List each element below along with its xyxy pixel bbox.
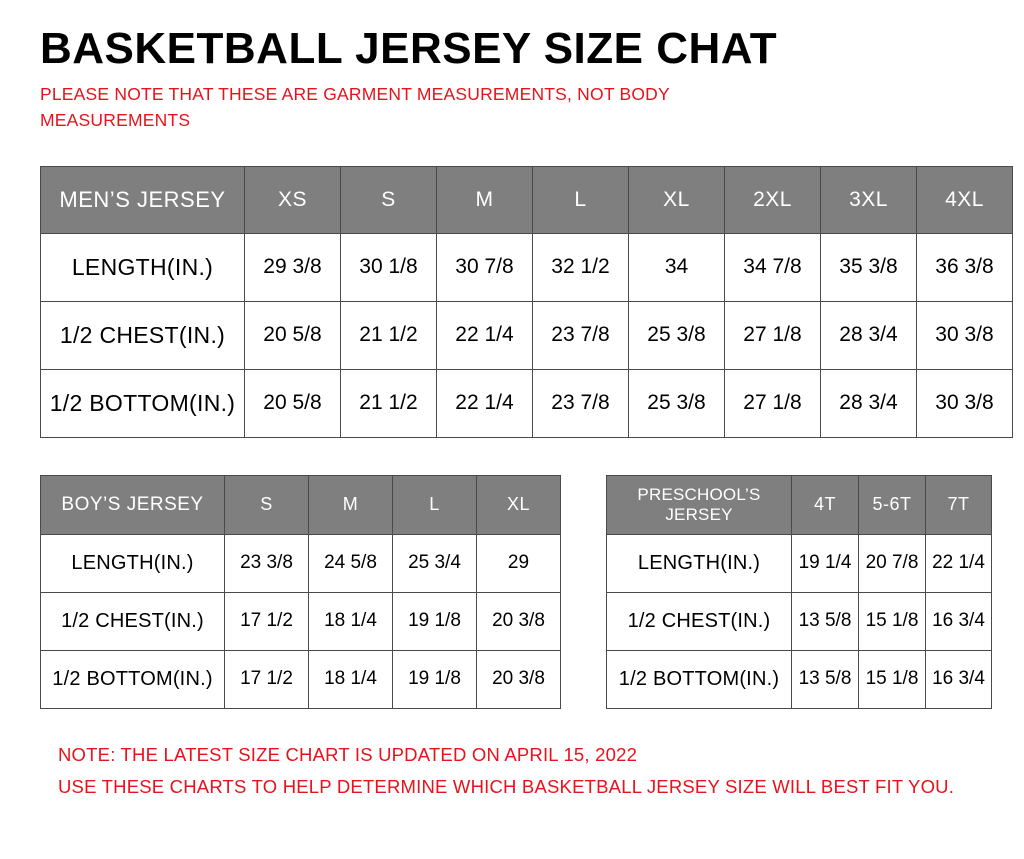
column-header: 2XL bbox=[725, 166, 821, 233]
table-cell: 30 1/8 bbox=[341, 233, 437, 301]
table-row bbox=[41, 534, 561, 592]
table-row bbox=[41, 650, 561, 708]
table-cell: 32 1/2 bbox=[533, 233, 629, 301]
table-row bbox=[41, 301, 1013, 369]
table-row bbox=[41, 233, 1013, 301]
footer-notes bbox=[58, 739, 996, 804]
table-cell: 16 3/4 bbox=[926, 650, 992, 708]
table-cell: 21 1/2 bbox=[341, 301, 437, 369]
column-header: XL bbox=[477, 475, 561, 534]
table-cell: 18 1/4 bbox=[309, 650, 393, 708]
table-cell: 27 1/8 bbox=[725, 301, 821, 369]
table-cell: 29 3/8 bbox=[245, 233, 341, 301]
column-header: XS bbox=[245, 166, 341, 233]
column-header: 3XL bbox=[821, 166, 917, 233]
page-title: BASKETBALL JERSEY SIZE CHAT bbox=[40, 24, 778, 73]
table-cell: 22 1/4 bbox=[926, 534, 992, 592]
row-label: 1/2 BOTTOM(IN.) bbox=[41, 650, 225, 708]
row-label: 1/2 CHEST(IN.) bbox=[41, 592, 225, 650]
boys-jersey-size-table bbox=[40, 475, 561, 709]
column-header: XL bbox=[629, 166, 725, 233]
table-cell: 21 1/2 bbox=[341, 369, 437, 437]
table-cell: 29 bbox=[477, 534, 561, 592]
table-row bbox=[41, 369, 1013, 437]
table-cell: 30 3/8 bbox=[917, 301, 1013, 369]
table-cell: 28 3/4 bbox=[821, 369, 917, 437]
column-header: MEN’S JERSEY bbox=[41, 166, 245, 233]
column-header: M bbox=[309, 475, 393, 534]
row-label: 1/2 BOTTOM(IN.) bbox=[607, 650, 792, 708]
table-cell: 20 7/8 bbox=[859, 534, 926, 592]
table-row bbox=[607, 650, 992, 708]
footer-note-usage: USE THESE CHARTS TO HELP DETERMINE WHICH BASKETBALL JERSEY SIZE WILL BEST FIT YOU. bbox=[58, 776, 955, 798]
table-cell: 23 7/8 bbox=[533, 301, 629, 369]
table-cell: 20 3/8 bbox=[477, 592, 561, 650]
row-label: LENGTH(IN.) bbox=[41, 534, 225, 592]
table-cell: 13 5/8 bbox=[792, 650, 859, 708]
table-cell: 30 7/8 bbox=[437, 233, 533, 301]
table-cell: 19 1/8 bbox=[393, 650, 477, 708]
table-cell: 34 7/8 bbox=[725, 233, 821, 301]
table-cell: 28 3/4 bbox=[821, 301, 917, 369]
table-cell: 15 1/8 bbox=[859, 650, 926, 708]
table-cell: 18 1/4 bbox=[309, 592, 393, 650]
table-cell: 22 1/4 bbox=[437, 301, 533, 369]
garment-measurement-note: PLEASE NOTE THAT THESE ARE GARMENT MEASUREMENTS, NOT BODY MEASUREMENTS bbox=[40, 84, 670, 130]
column-header: M bbox=[437, 166, 533, 233]
table-cell: 17 1/2 bbox=[225, 650, 309, 708]
column-header: L bbox=[393, 475, 477, 534]
table-cell: 22 1/4 bbox=[437, 369, 533, 437]
column-header: 7T bbox=[926, 475, 992, 534]
column-header: S bbox=[341, 166, 437, 233]
column-header: PRESCHOOL’S JERSEY bbox=[607, 475, 792, 534]
table-cell: 20 5/8 bbox=[245, 369, 341, 437]
table-cell: 25 3/4 bbox=[393, 534, 477, 592]
mens-jersey-size-table bbox=[40, 166, 1013, 438]
row-label: LENGTH(IN.) bbox=[41, 233, 245, 301]
table-cell: 16 3/4 bbox=[926, 592, 992, 650]
table-cell: 19 1/4 bbox=[792, 534, 859, 592]
preschool-jersey-size-table bbox=[606, 475, 992, 709]
row-label: 1/2 CHEST(IN.) bbox=[41, 301, 245, 369]
table-cell: 30 3/8 bbox=[917, 369, 1013, 437]
column-header: 4T bbox=[792, 475, 859, 534]
table-cell: 27 1/8 bbox=[725, 369, 821, 437]
row-label: 1/2 CHEST(IN.) bbox=[607, 592, 792, 650]
table-cell: 34 bbox=[629, 233, 725, 301]
table-cell: 36 3/8 bbox=[917, 233, 1013, 301]
table-cell: 13 5/8 bbox=[792, 592, 859, 650]
row-label: 1/2 BOTTOM(IN.) bbox=[41, 369, 245, 437]
column-header: S bbox=[225, 475, 309, 534]
lower-tables-row bbox=[40, 475, 996, 709]
column-header: L bbox=[533, 166, 629, 233]
table-cell: 15 1/8 bbox=[859, 592, 926, 650]
table-header-row bbox=[607, 475, 992, 534]
table-cell: 25 3/8 bbox=[629, 301, 725, 369]
table-cell: 20 3/8 bbox=[477, 650, 561, 708]
table-row bbox=[607, 592, 992, 650]
table-cell: 20 5/8 bbox=[245, 301, 341, 369]
table-cell: 23 7/8 bbox=[533, 369, 629, 437]
table-cell: 23 3/8 bbox=[225, 534, 309, 592]
table-row bbox=[607, 534, 992, 592]
table-cell: 24 5/8 bbox=[309, 534, 393, 592]
table-row bbox=[41, 592, 561, 650]
column-header: BOY’S JERSEY bbox=[41, 475, 225, 534]
table-header-row bbox=[41, 475, 561, 534]
table-header-row bbox=[41, 166, 1013, 233]
table-cell: 35 3/8 bbox=[821, 233, 917, 301]
table-cell: 19 1/8 bbox=[393, 592, 477, 650]
row-label: LENGTH(IN.) bbox=[607, 534, 792, 592]
footer-note-update: NOTE: THE LATEST SIZE CHART IS UPDATED ON APRIL 15, 2022 bbox=[58, 743, 638, 765]
column-header: 4XL bbox=[917, 166, 1013, 233]
column-header: 5-6T bbox=[859, 475, 926, 534]
table-cell: 25 3/8 bbox=[629, 369, 725, 437]
table-cell: 17 1/2 bbox=[225, 592, 309, 650]
